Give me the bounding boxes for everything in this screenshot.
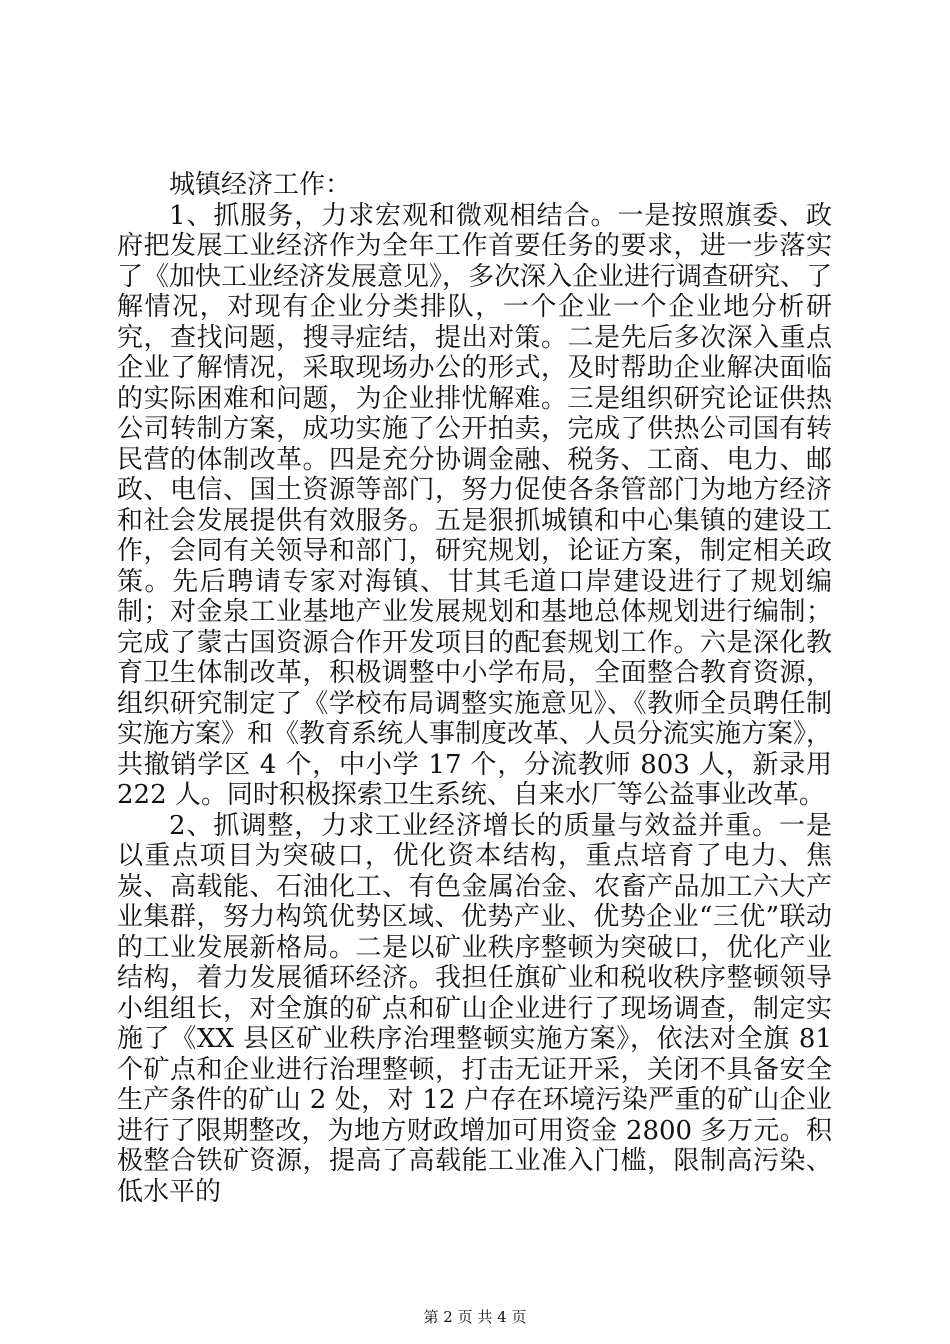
paragraph: 1、抓服务，力求宏观和微观相结合。一是按照旗委、政府把发展工业经济作为全年工作首要任务的要求，进一步落实了《加快工业经济发展意见》，多次深入企业进行调查研究、了解情况，对现有企业分类排队，一个企业一个企业地分析研究，查找问题，搜寻症结，提出对策。二是先后多次深入重点企业了解情况，采取现场办公的形式，及时帮助企业解决面临的实际困难和问题，为企业排忧解难。三是组织研究论证供热公司转制方案，成功实施了公开拍卖，完成了供热公司国有转民营的体制改革。四是充分协调金融、税务、工商、电力、邮政、电信、国土资源等部门，努力促使各条管部门为地方经济和社会发展提供有效服务。五是狠抓城镇和中心集镇的建设工作，会同有关领导和部门，研究规划，论证方案，制定相关政策。先后聘请专家对海镇、甘其毛道口岸建设进行了规划编制；对金泉工业基地产业发展规划和基地总体规划进行编制；完成了蒙古国资源合作开发项目的配套规划工作。六是深化教育卫生体制改革，积极调整中小学布局，全面整合教育资源，组织研究制定了《学校布局调整实施意见》、《教师全员聘任制实施方案》和《教育系统人事制度改革、人员分流实施方案》，共撤销学区 4 个，中小学 17 个，分流教师 803 人，新录用 222 人。同时积极探索卫生系统、自来水厂等公益事业改革。: [117, 200, 833, 810]
section-heading: 城镇经济工作：: [169, 170, 352, 200]
document-body: [117, 170, 832, 1207]
paragraph: 2、抓调整，力求工业经济增长的质量与效益并重。一是以重点项目为突破口，优化资本结构，重点培育了电力、焦炭、高载能、石油化工、有色金属冶金、农畜产品加工六大产业集群，努力构筑优势区域、优势产业、优势企业“三优”联动的工业发展新格局。二是以矿业秩序整顿为突破口，优化产业结构，着力发展循环经济。我担任旗矿业和税收秩序整顿领导小组组长，对全旗的矿点和矿山企业进行了现场调查，制定实施了《XX 县区矿业秩序治理整顿实施方案》，依法对全旗 81 个矿点和企业进行治理整顿，打击无证开采，关闭不具备安全生产条件的矿山 2 处，对 12 户存在环境污染严重的矿山企业进行了限期整改，为地方财政增加可用资金 2800 多万元。积极整合铁矿资源，提高了高载能工业准入门槛，限制高污染、低水平的: [117, 810, 832, 1207]
page-number-footer: 第 2 页 共 4 页: [423, 1308, 527, 1326]
